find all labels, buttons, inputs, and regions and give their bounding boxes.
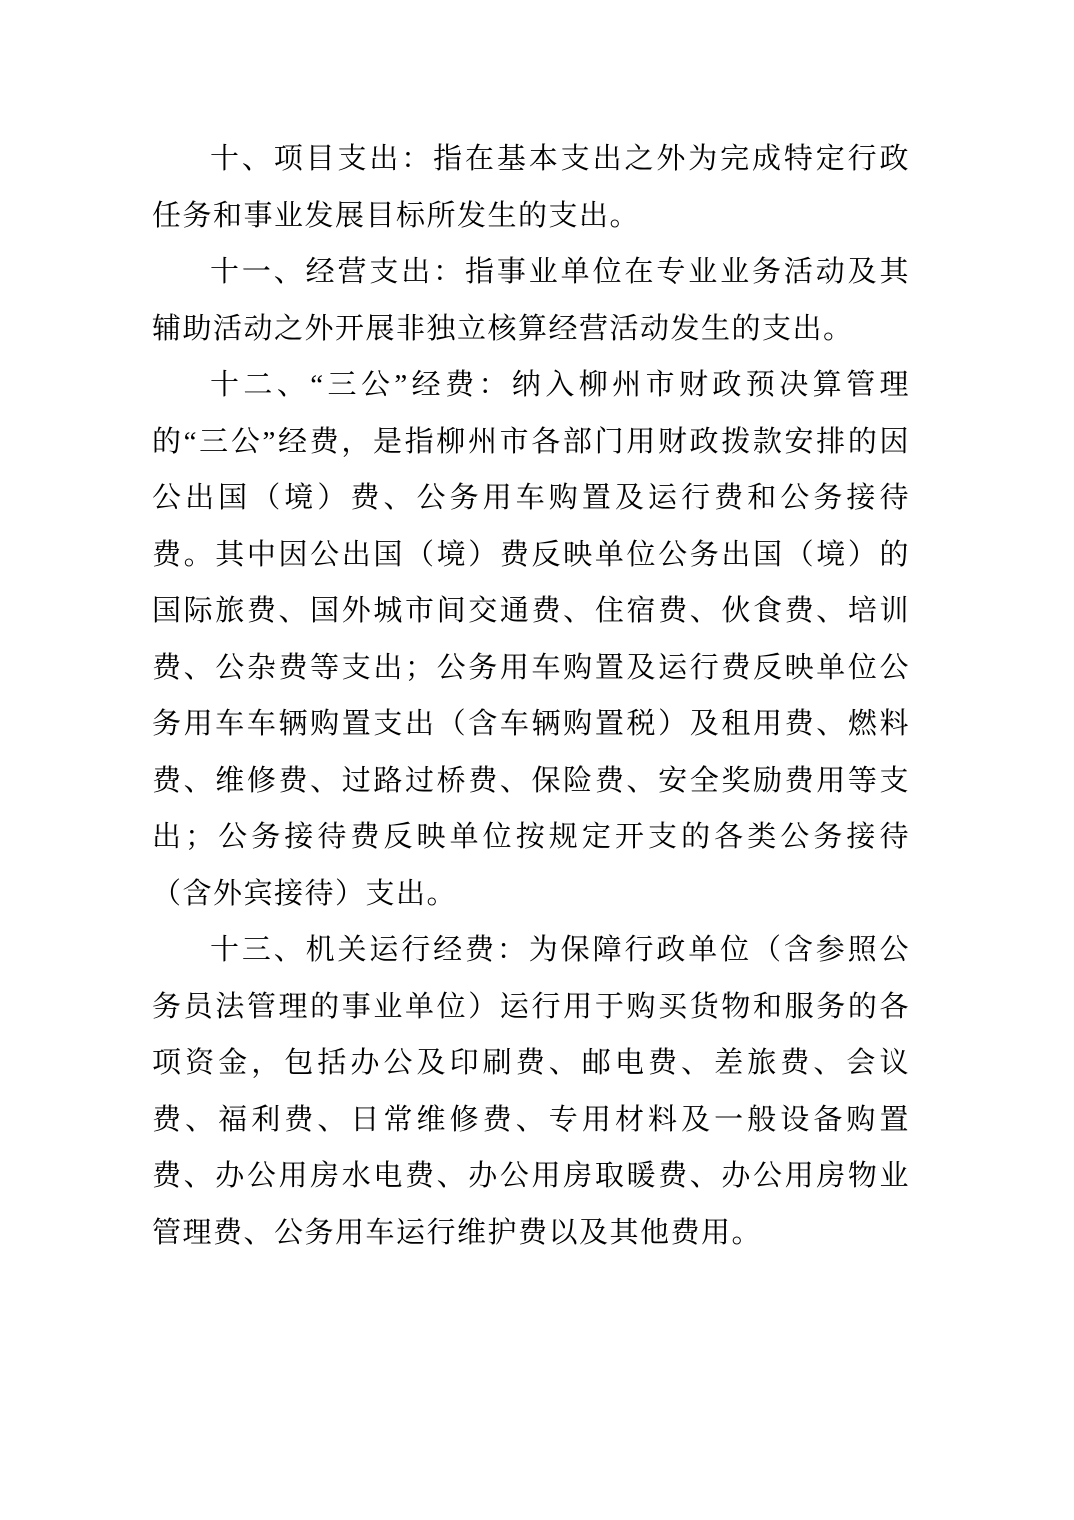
paragraph-item-12-three-public-funds: 十二、“三公”经费：纳入柳州市财政预决算管理的“三公”经费，是指柳州市各部门用财政拨款安排的因公出国（境）费、公务用车购置及运行费和公务接待费。其中因公出国（境）费反映单位公务出国（境）的国际旅费、国外城市间交通费、住宿费、伙食费、培训费、公杂费等支出；公务用车购置及运行费反映单位公务用车车辆购置支出（含车辆购置税）及租用费、燃料费、维修费、过路过桥费、保险费、安全奖励费用等支出；公务接待费反映单位按规定开支的各类公务接待（含外宾接待）支出。 [152,369,910,910]
paragraph-item-10-project-expenditure: 十、项目支出：指在基本支出之外为完成特定行政任务和事业发展目标所发生的支出。 [152,143,910,232]
document-content [152,131,910,1261]
paragraph-item-11-operating-expenditure: 十一、经营支出：指事业单位在专业业务活动及其辅助活动之外开展非独立核算经营活动发生的支出。 [152,256,910,345]
paragraph-item-13-agency-operating-funds: 十三、机关运行经费：为保障行政单位（含参照公务员法管理的事业单位）运行用于购买货物和服务的各项资金，包括办公及印刷费、邮电费、差旅费、会议费、福利费、日常维修费、专用材料及一般设备购置费、办公用房水电费、办公用房取暖费、办公用房物业管理费、公务用车运行维护费以及其他费用。 [152,934,910,1249]
